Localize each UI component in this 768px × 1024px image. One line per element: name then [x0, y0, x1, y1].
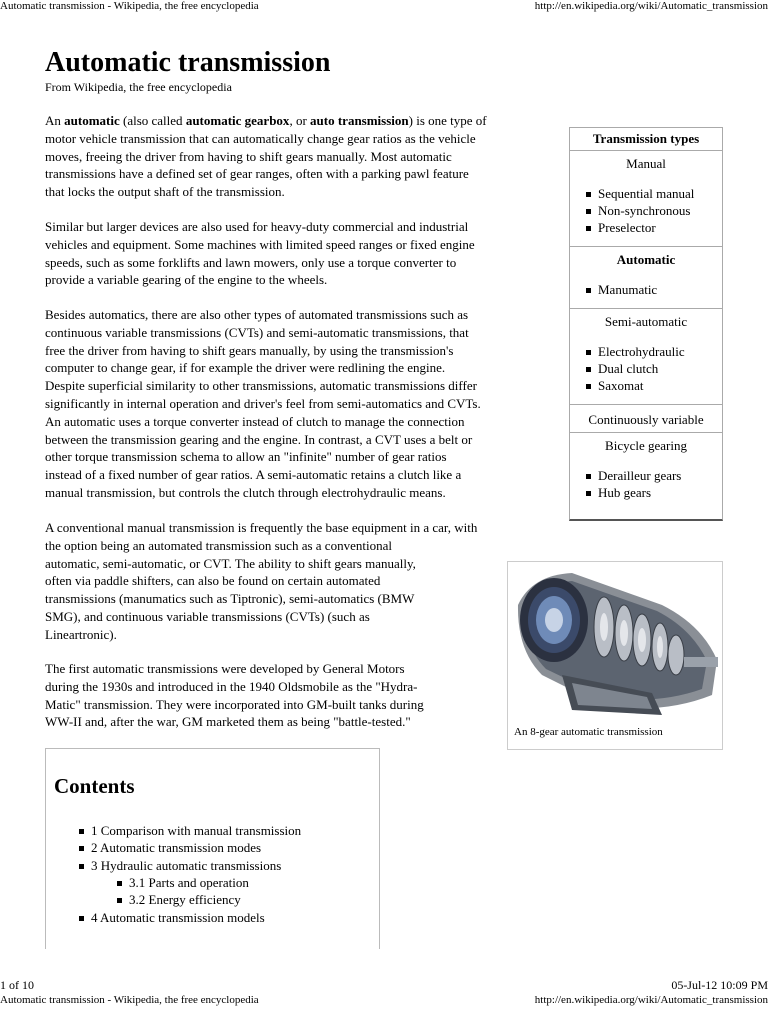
text-line: An automatic (also called automatic gearbox, or auto transmission) is one type of [45, 113, 487, 128]
print-header-url[interactable]: http://en.wikipedia.org/wiki/Automatic_transmission [534, 0, 768, 12]
text-line: Matic" transmission. They were incorporated into GM-built tanks during [45, 696, 424, 712]
infobox-section-manual [570, 151, 722, 247]
paragraph-intro [45, 112, 487, 201]
infobox-item[interactable]: Preselector [598, 219, 722, 236]
print-header-title: Automatic transmission - Wikipedia, the free encyclopedia [0, 994, 259, 1006]
text-line: automatic, semi-automatic, or CVT. The ability to shift gears manually, [45, 555, 416, 571]
text-line: speeds, such as some forklifts and lawn mowers, only use a torque converter to [45, 254, 457, 270]
toc-subitem[interactable]: 3.1 Parts and operation [129, 875, 249, 890]
text-line: continuous variable transmissions (CVTs) and semi-automatic transmissions, that [45, 324, 469, 340]
text-line: manual transmission, but controls the clutch through electrohydraulic means. [45, 484, 446, 500]
text-line: SMG), and continuous variable transmissions (CVTs) (such as [45, 608, 370, 624]
text-line: other torque transmission schema to allow an "infinite" number of gear ratios [45, 449, 447, 465]
infobox-item[interactable]: Hub gears [598, 484, 722, 501]
infobox-item[interactable]: Derailleur gears [598, 467, 722, 484]
text-line: often via paddle shifters, can also be found on certain automated [45, 573, 381, 589]
print-date: 05-Jul-12 10:09 PM [671, 978, 768, 992]
text-line: motor vehicle transmission that can automatically change gear ratios as the vehicle [45, 130, 476, 146]
figure-caption: An 8-gear automatic transmission [514, 726, 663, 738]
text-line: between the transmission gearing and the engine. In contrast, a CVT uses a belt or [45, 431, 473, 447]
infobox-section-bicycle [570, 433, 722, 519]
text-line: provide a variable gearing of the engine to the wheels. [45, 272, 328, 288]
text-line: An automatic uses a torque converter instead of clutch to manage the connection [45, 413, 465, 429]
text-line: free the driver from having to shift gears manually, by using the transmission's [45, 342, 454, 358]
print-header-title: Automatic transmission - Wikipedia, the free encyclopedia [0, 0, 259, 12]
infobox-item[interactable]: Sequential manual [598, 185, 722, 202]
infobox-heading: Transmission types [570, 128, 722, 151]
text-line: that locks the output shaft of the transmission. [45, 184, 285, 200]
table-of-contents [45, 748, 380, 949]
paragraph-heavy-duty [45, 218, 475, 289]
infobox-section-title[interactable]: Manual [626, 156, 666, 171]
toc-item[interactable]: 3 Hydraulic automatic transmissions [91, 857, 301, 874]
transmission-photo[interactable] [512, 565, 720, 724]
paragraph-manual [45, 519, 477, 644]
toc-item[interactable]: 2 Automatic transmission modes [91, 839, 301, 856]
infobox-item[interactable]: Non-synchronous [598, 202, 722, 219]
infobox-item[interactable]: Saxomat [598, 377, 722, 394]
page-subtitle [45, 80, 232, 95]
paragraph-other-types [45, 306, 481, 502]
infobox-section-semi-automatic [570, 309, 722, 405]
infobox-item[interactable]: Electrohydraulic [598, 343, 722, 360]
text-line: Lineartronic). [45, 626, 117, 642]
text-line: Besides automatics, there are also other types of automated transmissions such as [45, 307, 469, 322]
figure-transmission [507, 561, 723, 750]
wikipedia-link[interactable]: From Wikipedia, the free encyclopedia [45, 80, 232, 94]
toc-subitem[interactable]: 3.2 Energy efficiency [129, 891, 249, 908]
text-line: computer to change gear, if for example the driver were redlining the engine. [45, 360, 446, 376]
text-line: WW-II and, after the war, GM marketed them as being "battle-tested." [45, 714, 411, 730]
text-line: transmissions (manumatics such as Tiptronic), semi-automatics (BMW [45, 591, 415, 607]
toc-title: Contents [54, 774, 135, 798]
infobox-transmission-types [569, 127, 723, 521]
paragraph-history [45, 660, 424, 731]
infobox-section-automatic [570, 247, 722, 309]
page-count: 1 of 10 [0, 978, 34, 992]
text-line: The first automatic transmissions were developed by General Motors [45, 661, 405, 676]
infobox-section-title[interactable]: Continuously variable [588, 412, 704, 427]
infobox-item[interactable]: Dual clutch [598, 360, 722, 377]
text-line: A conventional manual transmission is frequently the base equipment in a car, with [45, 520, 478, 535]
toc-item[interactable]: 1 Comparison with manual transmission [91, 823, 302, 838]
text-line: Despite superficial similarity to other transmissions, automatic transmissions differ [45, 378, 477, 394]
toc-item[interactable]: 4 Automatic transmission models [91, 910, 265, 925]
text-line: Similar but larger devices are also used for heavy-duty commercial and industrial [45, 219, 469, 234]
infobox-section-title[interactable]: Bicycle gearing [605, 438, 687, 453]
text-line: moves, freeing the driver from having to shift gears manually. Most automatic [45, 148, 452, 164]
infobox-section-title: Automatic [616, 252, 676, 267]
page-title: Automatic transmission [45, 47, 331, 78]
text-line: significantly in internal operation and driver's feel from semi-automatics and CVTs. [45, 395, 481, 411]
infobox-section-cvt [570, 405, 722, 433]
text-line: vehicles and equipment. Some machines with limited speed ranges or fixed engine [45, 236, 475, 252]
infobox-section-title[interactable]: Semi-automatic [604, 314, 688, 329]
infobox-item[interactable]: Manumatic [598, 281, 722, 298]
print-header-url[interactable]: http://en.wikipedia.org/wiki/Automatic_transmission [534, 994, 768, 1006]
text-line: transmissions have a defined set of gear ranges, often with a parking pawl feature [45, 166, 469, 182]
text-line: during the 1930s and introduced in the 1940 Oldsmobile as the "Hydra- [45, 678, 418, 694]
text-line: the option being an automated transmission such as a conventional [45, 537, 392, 553]
text-line: instead of a fixed number of gear ratios. A semi-automatic retains a clutch like a [45, 467, 462, 483]
